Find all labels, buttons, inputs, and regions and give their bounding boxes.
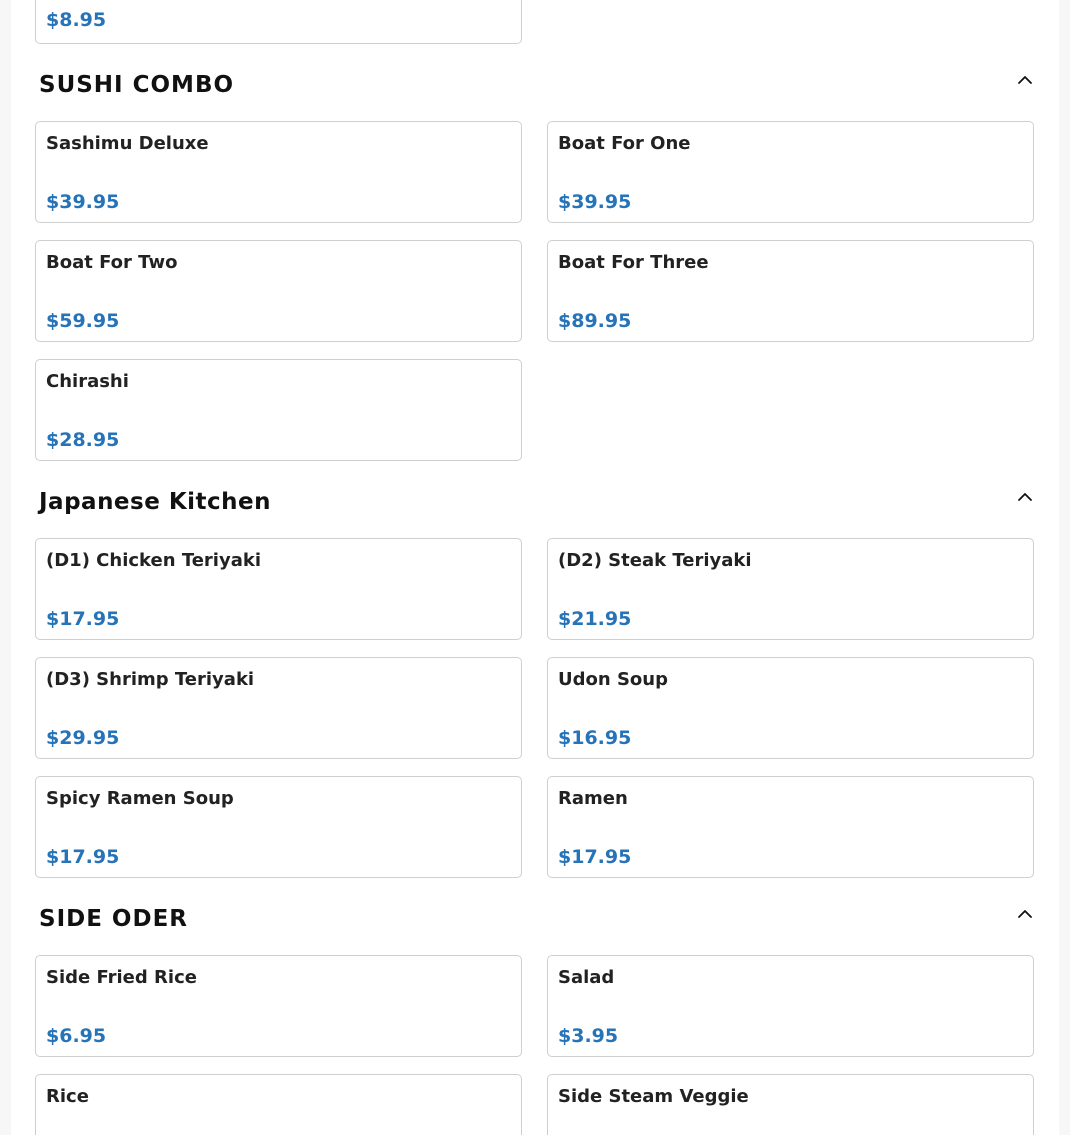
menu-item-name: Rice [46,1086,89,1107]
menu-item-card[interactable] [35,1074,522,1135]
menu-item-card[interactable] [35,776,522,878]
menu-item-card[interactable] [547,538,1034,640]
menu-item-card[interactable] [35,121,522,223]
menu-item-name: (D2) Steak Teriyaki [558,550,752,571]
menu-item-price: $89.95 [558,310,632,332]
menu-item-price: $39.95 [558,191,632,213]
section-title-japanese-kitchen: Japanese Kitchen [39,489,272,515]
section-collapse-button[interactable] [1015,486,1035,506]
menu-item-card[interactable] [35,240,522,342]
menu-item-card[interactable] [35,359,522,461]
menu-item-price: $39.95 [46,191,120,213]
menu-item-price: $59.95 [46,310,120,332]
menu-item-name: Boat For One [558,133,691,154]
menu-item-card[interactable] [547,1074,1034,1135]
menu-item-card[interactable] [547,657,1034,759]
chevron-up-icon [1015,69,1035,89]
menu-page [11,0,1059,1135]
menu-item-price: $17.95 [46,846,120,868]
menu-item-name: Udon Soup [558,669,668,690]
section-title-side-order: SIDE ODER [39,906,188,932]
menu-item-card[interactable] [35,538,522,640]
chevron-up-icon [1015,486,1035,506]
menu-item-card[interactable] [547,955,1034,1057]
menu-item-price: $29.95 [46,727,120,749]
menu-item-name: Side Fried Rice [46,967,197,988]
menu-item-card[interactable] [35,0,522,44]
menu-item-card[interactable] [547,776,1034,878]
menu-item-price: $8.95 [46,9,107,31]
menu-item-price: $3.95 [558,1025,619,1047]
menu-item-price: $28.95 [46,429,120,451]
menu-item-price: $6.95 [46,1025,107,1047]
menu-item-name: Spicy Ramen Soup [46,788,234,809]
menu-item-name: Side Steam Veggie [558,1086,749,1107]
menu-item-name: Boat For Two [46,252,178,273]
menu-item-price: $16.95 [558,727,632,749]
menu-item-name: Chirashi [46,371,129,392]
menu-item-card[interactable] [547,240,1034,342]
menu-item-name: Ramen [558,788,628,809]
section-collapse-button[interactable] [1015,903,1035,923]
menu-item-price: $17.95 [558,846,632,868]
menu-item-price: $17.95 [46,608,120,630]
chevron-up-icon [1015,903,1035,923]
menu-item-name: Salad [558,967,615,988]
menu-item-card[interactable] [35,955,522,1057]
menu-item-name: Boat For Three [558,252,709,273]
menu-item-name: Sashimu Deluxe [46,133,209,154]
section-title-sushi-combo: SUSHI COMBO [39,72,235,98]
menu-item-name: (D3) Shrimp Teriyaki [46,669,255,690]
menu-item-name: (D1) Chicken Teriyaki [46,550,261,571]
menu-item-card[interactable] [35,657,522,759]
section-collapse-button[interactable] [1015,69,1035,89]
menu-item-card[interactable] [547,121,1034,223]
menu-item-price: $21.95 [558,608,632,630]
